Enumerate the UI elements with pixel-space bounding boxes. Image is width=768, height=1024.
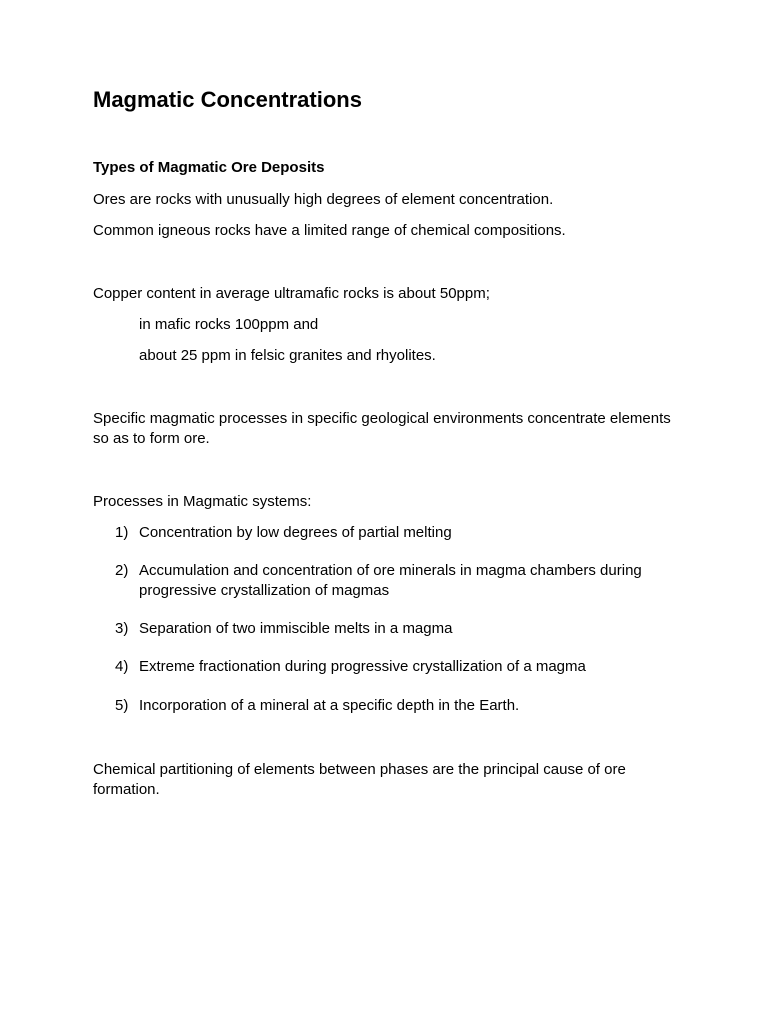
list-item-text: Accumulation and concentration of ore minerals in magma chambers during progressive crystallization of magmas (139, 562, 642, 599)
paragraph-felsic-rocks: about 25 ppm in felsic granites and rhyolites. (139, 347, 436, 364)
list-item-text: Separation of two immiscible melts in a magma (139, 620, 453, 637)
paragraph-mafic-rocks: in mafic rocks 100ppm and (139, 316, 319, 333)
paragraph-processes-intro: Processes in Magmatic systems: (93, 493, 312, 510)
list-item-text: Incorporation of a mineral at a specific depth in the Earth. (139, 697, 520, 714)
list-item-number: 1) (115, 524, 129, 541)
paragraph-igneous-rocks: Common igneous rocks have a limited range of chemical compositions. (93, 222, 566, 239)
paragraph-specific-processes: Specific magmatic processes in specific geological environments concentrate elements so as to form ore. (93, 410, 671, 447)
list-item-number: 5) (115, 697, 129, 714)
list-item-number: 2) (115, 562, 129, 579)
page-title: Magmatic Concentrations (93, 87, 362, 112)
paragraph-copper-content: Copper content in average ultramafic rocks is about 50ppm; (93, 285, 490, 302)
paragraph-ores-definition: Ores are rocks with unusually high degrees of element concentration. (93, 191, 554, 208)
section-heading: Types of Magmatic Ore Deposits (93, 159, 325, 176)
list-item-text: Extreme fractionation during progressive crystallization of a magma (139, 658, 586, 675)
list-item-text: Concentration by low degrees of partial melting (139, 524, 452, 541)
list-item-number: 3) (115, 620, 129, 637)
paragraph-conclusion: Chemical partitioning of elements between phases are the principal cause of ore formation. (93, 761, 626, 798)
list-item-number: 4) (115, 658, 129, 675)
